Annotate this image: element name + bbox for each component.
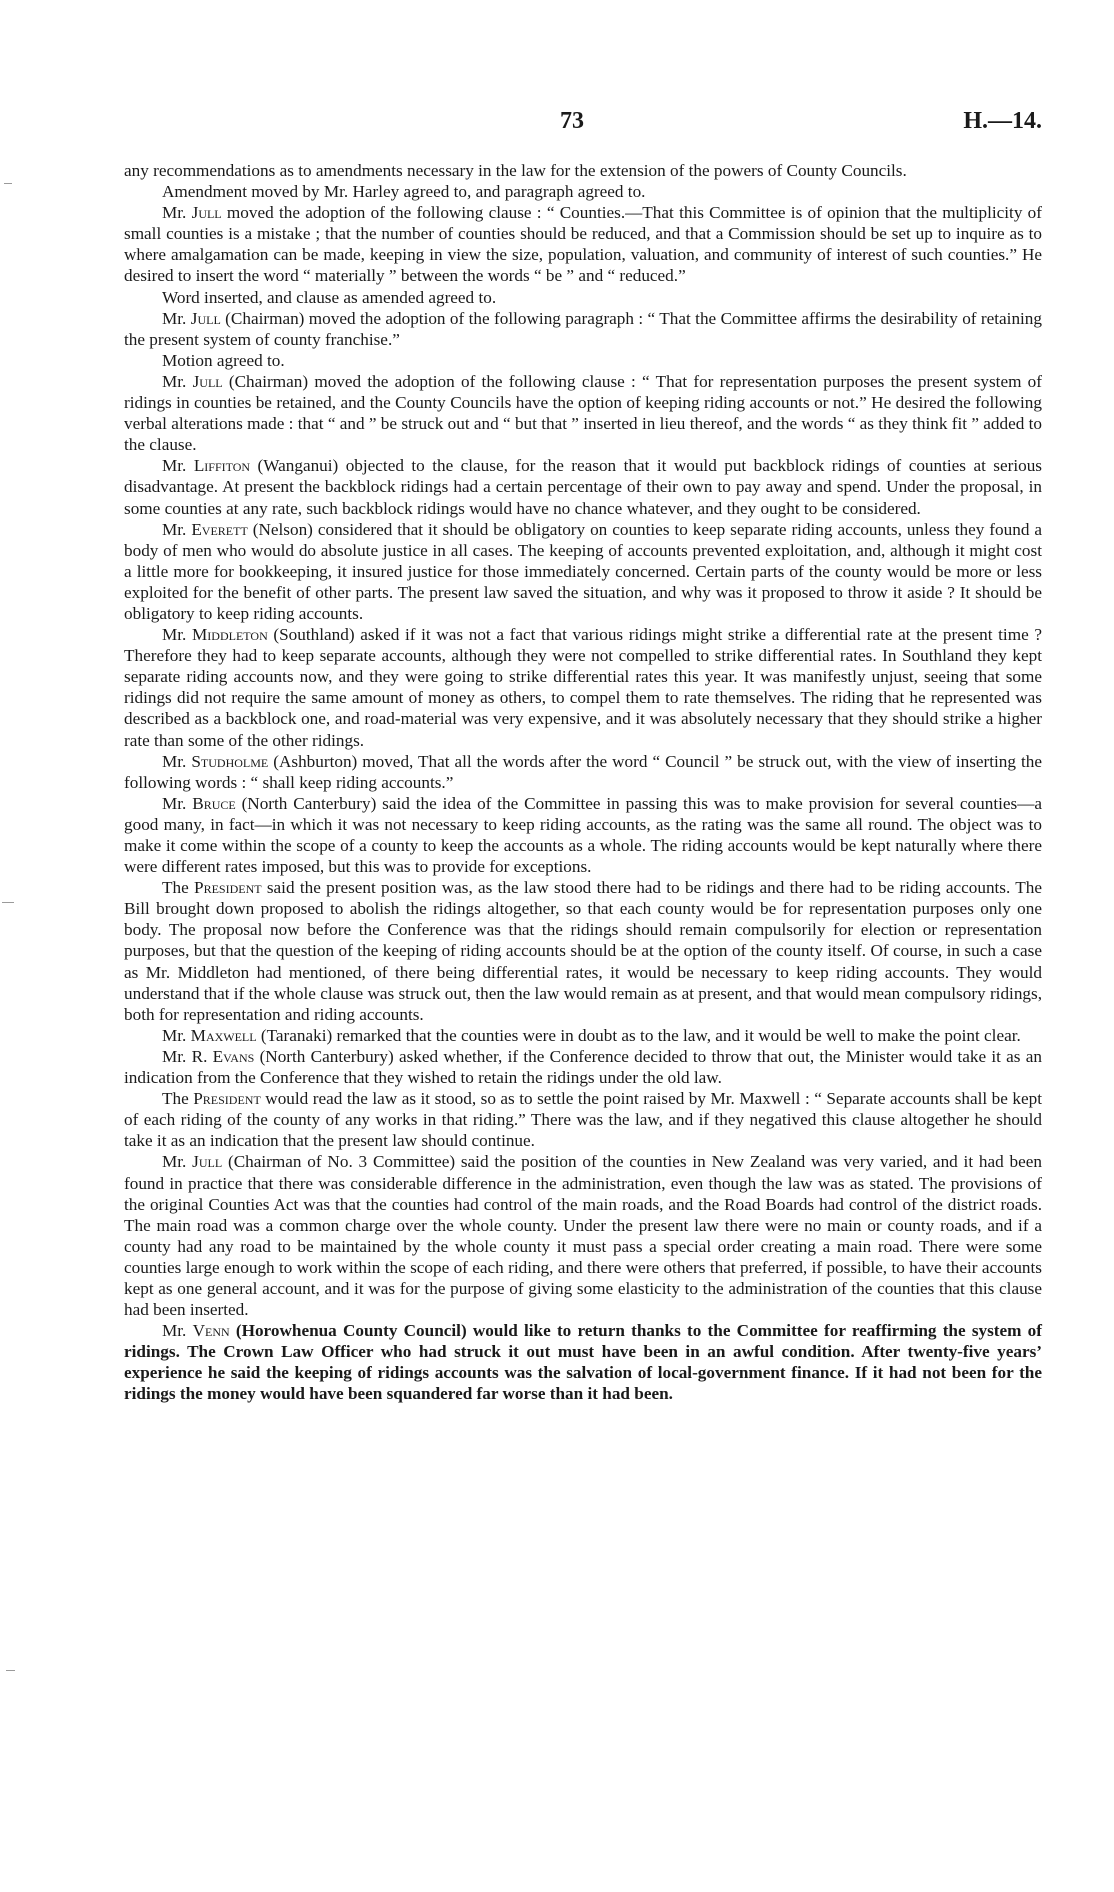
document-reference: H.—14. [963,108,1042,134]
paragraph: The President said the present position was, as the law stood there had to be ridings and there had to be riding accounts. The Bill brought down proposed to abolish the ridings altogether, so that each county would be for representation purposes only one body. The proposal now before the Conference was that the ridings should remain compulsorily for election or representation purposes, but that the question of the keeping of riding accounts should be at the option of the county itself. Of course, in such a case as Mr. Middleton had mentioned, of there being differential rates, it would be necessary to keep riding accounts. They would understand that if the whole clause was struck out, then the law would remain as at present, and that would mean compulsory ridings, both for representation and riding accounts. [124,878,1042,1024]
paragraph: Mr. Venn (Horowhenua County Council) would like to return thanks to the Committee for reaffirming the system of ridings. The Crown Law Officer who had struck it out must have been in an awful condition. After twenty-five years’ experience he said the keeping of ridings accounts was the salvation of local-government finance. If it had not been for the ridings the money would have been squandered far worse than it had been. [124,1321,1043,1404]
margin-mark [6,1670,15,1671]
paragraph: Mr. Bruce (North Canterbury) said the idea of the Committee in passing this was to make provision for several counties—a good many, in fact—in which it was not necessary to keep riding accounts, as the rating was the same all round. The object was to make it come within the scope of a county to keep the accounts as a whole. The riding accounts would be kept naturally where there were different rates imposed, but this was to provide for exceptions. [124,793,1043,877]
speaker-name: Jull [192,1152,223,1172]
page-header [0,108,1114,144]
speaker-name: Maxwell [190,1025,257,1045]
margin-mark [4,183,12,184]
paragraph: Mr. Maxwell (Taranaki) remarked that the counties were in doubt as to the law, and it would be well to make the point clear. [162,1025,1021,1045]
paragraph: Amendment moved by Mr. Harley agreed to, and paragraph agreed to. [162,182,646,202]
paragraph: Mr. Everett (Nelson) considered that it should be obligatory on counties to keep separate riding accounts, unless they found a body of men who would do absolute justice in all cases. The keeping of accounts prevented exploitation, and, although it might cost a little more for bookkeeping, it insured justice for those immediately concerned. Certain parts of the county would be more or less exploited for the benefit of other parts. The present law saved the situation, and why was it proposed to throw it aside ? It should be obligatory to keep riding accounts. [124,519,1042,623]
paragraph: Mr. R. Evans (North Canterbury) asked whether, if the Conference decided to throw that out, the Minister would take it as an indication from the Conference that they wished to retain the ridings under the old law. [124,1046,1042,1088]
paragraph: The President would read the law as it stood, so as to settle the point raised by Mr. Maxwell : “ Separate accounts shall be kept of each riding of the county of any works in that riding.” There was the law, and if they negatived this clause altogether he should take it as an indication that the present law should continue. [124,1089,1042,1151]
paragraph: Mr. Middleton (Southland) asked if it was not a fact that various ridings might strike a differential rate at the present time ? Therefore they had to keep separate accounts, although they were not compelled to strike differential rates. In Southland they kept separate riding accounts now, and they were going to strike differential rates this year. It was manifestly unjust, seeing that some ridings did not require the same amount of money as others, to compel them to rate themselves. The riding that he represented was described as a backblock one, and road-material was very expensive, and it was absolutely necessary that they should strike a higher rate than some of the other ridings. [124,625,1042,750]
speaker-name: Studholme [191,751,269,771]
speaker-name: Bruce [192,793,236,813]
paragraph: Mr. Studholme (Ashburton) moved, That all the words after the word “ Council ” be struck out, with the view of inserting the following words : “ shall keep riding accounts.” [124,751,1042,792]
paragraph: Word inserted, and clause as amended agreed to. [162,287,497,307]
speaker-name: Jull [191,203,222,223]
speaker-name: Everett [191,519,248,539]
speaker-name: Liffiton [193,456,251,476]
paragraph: Mr. Jull (Chairman of No. 3 Committee) said the position of the counties in New Zealand was very varied, and it had been found in practice that there was considerable difference in the administration, even though the law was as stated. The provisions of the original Counties Act was that the counties had control of the main roads, and the Road Boards had control of the district roads. The main road was a common charge over the whole county. Under the present law there were no main or county roads, and if a county had any road to be maintained by the whole county it must pass a special order creating a main road. There were some counties large enough to work within the scope of each riding, and there were others that preferred, if possible, to have their accounts kept as one general account, and it was for the purpose of giving some elasticity to the administration of the counties that this clause had been inserted. [124,1152,1042,1320]
speaker-name: President [194,878,262,898]
page-number: 73 [560,108,584,134]
speaker-name: President [193,1089,261,1109]
speaker-name: Venn [192,1321,230,1341]
paragraph: Motion agreed to. [162,350,285,370]
paragraph: any recommendations as to amendments necessary in the law for the extension of the powers of County Councils. [124,161,907,180]
document-body [124,160,1042,1405]
speaker-name: Middleton [192,625,268,645]
paragraph: Mr. Jull moved the adoption of the following clause : “ Counties.—That this Committee is of opinion that the multiplicity of small counties is a mistake ; that the number of counties should be reduced, and that a Commission should be set up to inquire as to where amalgamation can be made, keeping in view the size, population, valuation, and community of interest of such counties.” He desired to insert the word “ materially ” between the words “ be ” and “ reduced.” [124,203,1042,286]
paragraph: Mr. Jull (Chairman) moved the adoption of the following paragraph : “ That the Committee affirms the desirability of retaining the present system of county franchise.” [124,308,1042,349]
speaker-name: Jull [190,308,221,328]
margin-mark [2,902,14,903]
paragraph: Mr. Liffiton (Wanganui) objected to the clause, for the reason that it would put backblock ridings of counties at serious disadvantage. At present the backblock ridings had a certain percentage of their own to pay away and spend. Under the proposal, in some counties at any rate, such backblock ridings would have no chance whatever, and they ought to be considered. [124,456,1042,518]
paragraph: Mr. Jull (Chairman) moved the adoption of the following clause : “ That for representation purposes the present system of ridings in counties be retained, and the County Councils have the option of keeping riding accounts or not.” He desired the following verbal alterations made : that “ and ” be struck out and “ but that ” inserted in lieu thereof, and the words “ as they think fit ” added to the clause. [124,371,1042,455]
speaker-name: Evans [212,1046,255,1066]
speaker-name: Jull [192,371,223,391]
